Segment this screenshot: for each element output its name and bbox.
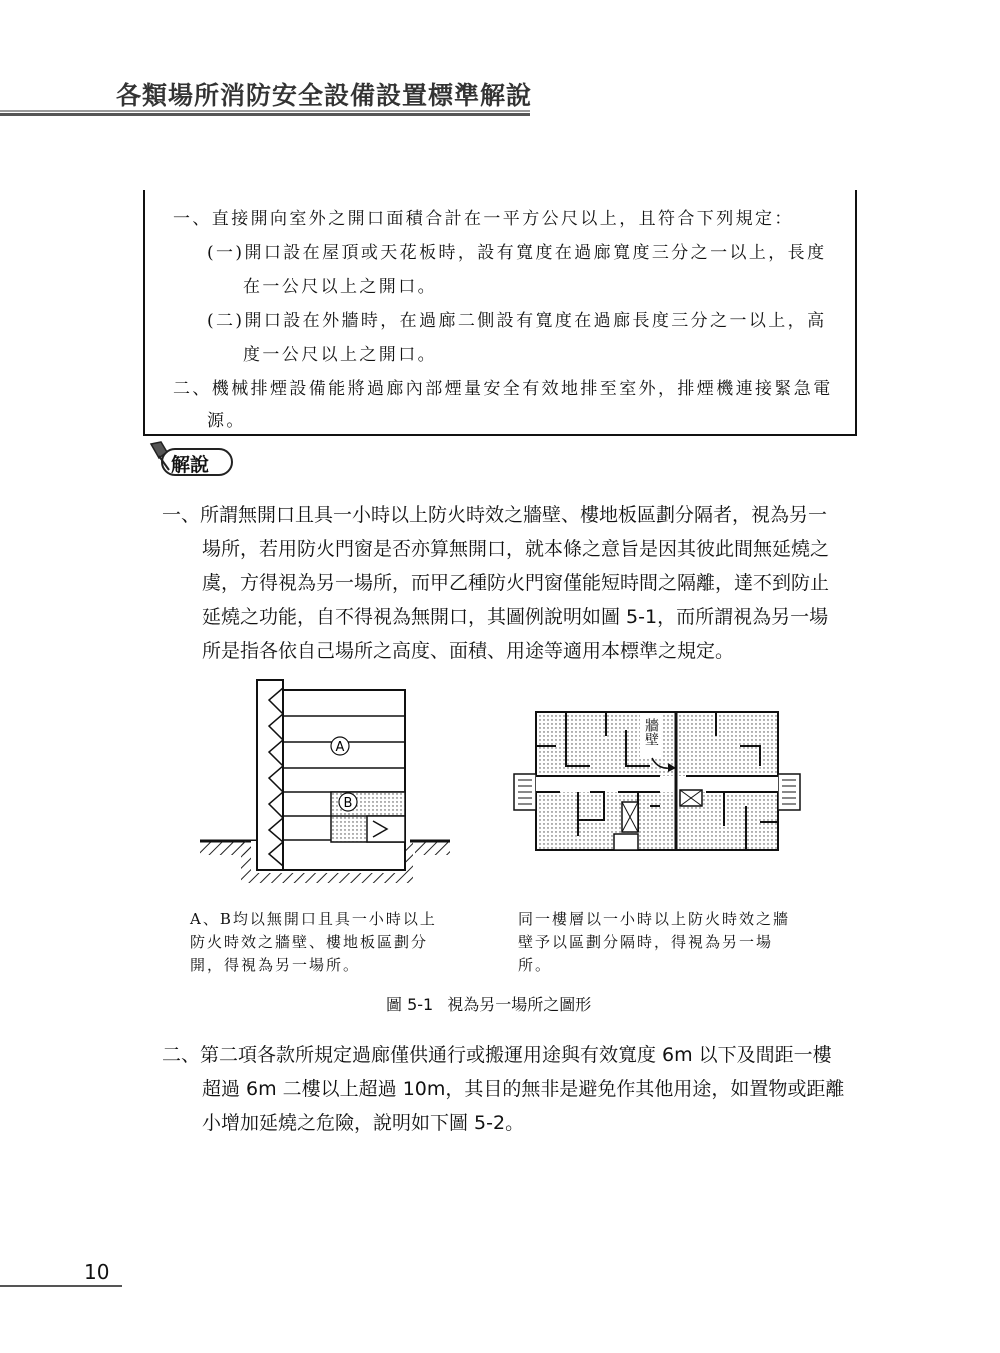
section1-line: 場所，若用防火門窗是否亦算無開口，就本條之意旨是因其彼此間無延燒之	[202, 538, 830, 560]
header-rule-thick	[0, 113, 530, 116]
page-number-rule	[0, 1285, 122, 1287]
left-caption-line: A、B均以無開口且具一小時以上	[190, 910, 437, 928]
section2-line: 超過 6m 二樓以上超過 10m，其目的無非是避免作其他用途，如置物或距離	[202, 1078, 845, 1100]
zone-a-label: A	[335, 740, 345, 755]
header-rule	[0, 110, 530, 112]
section1-line: 延燒之功能，自不得視為無開口，其圖例說明如圖 5-1，而所謂視為另一場	[202, 606, 829, 628]
section1-line: 一、所謂無開口且具一小時以上防火時效之牆壁、樓地板區劃分隔者，視為另一	[162, 504, 828, 526]
regulation-line: (一)開口設在屋頂或天花板時，設有寬度在過廊寬度三分之一以上，長度	[207, 243, 827, 263]
regulation-line: 二、機械排煙設備能將過廊內部煙量安全有效地排至室外，排煙機連接緊急電	[173, 379, 833, 399]
page-number: 10	[84, 1260, 110, 1284]
running-header	[0, 0, 540, 115]
book-title: 各類場所消防安全設備設置標準解說	[116, 81, 533, 110]
commentary-tag	[147, 440, 237, 480]
figure-title	[386, 992, 605, 1015]
zone-b-label: B	[343, 796, 353, 811]
right-caption-line: 同一樓層以一小時以上防火時效之牆	[518, 910, 791, 928]
regulation-line: 一、直接開向室外之開口面積合計在一平方公尺以上，且符合下列規定：	[173, 209, 794, 229]
wall-label: 牆壁	[643, 718, 659, 746]
building-section-figure	[195, 676, 455, 886]
regulation-line: 度一公尺以上之開口。	[243, 345, 437, 365]
section1-line: 所是指各依自己場所之高度、面積、用途等適用本標準之規定。	[202, 640, 735, 662]
regulation-box	[143, 190, 857, 436]
left-caption-line: 防火時效之牆壁、樓地板區劃分	[190, 933, 429, 951]
commentary-label: 解說	[171, 454, 210, 476]
floor-plan-figure	[510, 710, 805, 855]
figure-number: 圖 5-1	[386, 995, 434, 1014]
left-caption-line: 開，得視為另一場所。	[190, 956, 361, 974]
regulation-line: 源。	[207, 411, 246, 431]
regulation-line: (二)開口設在外牆時，在過廊二側設有寬度在過廊長度三分之一以上，高	[207, 311, 827, 331]
right-caption-line: 所。	[518, 956, 553, 974]
figure-caption-title: 視為另一場所之圖形	[447, 995, 592, 1014]
section2-line: 小增加延燒之危險，說明如下圖 5-2。	[202, 1112, 525, 1134]
regulation-line: 在一公尺以上之開口。	[243, 277, 437, 297]
section2-line: 二、第二項各款所規定過廊僅供通行或搬運用途與有效寬度 6m 以下及間距一樓	[162, 1044, 832, 1066]
section1-line: 虞，方得視為另一場所，而甲乙種防火門窗僅能短時間之隔離，達不到防止	[202, 572, 830, 594]
right-caption-line: 壁予以區劃分隔時，得視為另一場	[518, 933, 774, 951]
